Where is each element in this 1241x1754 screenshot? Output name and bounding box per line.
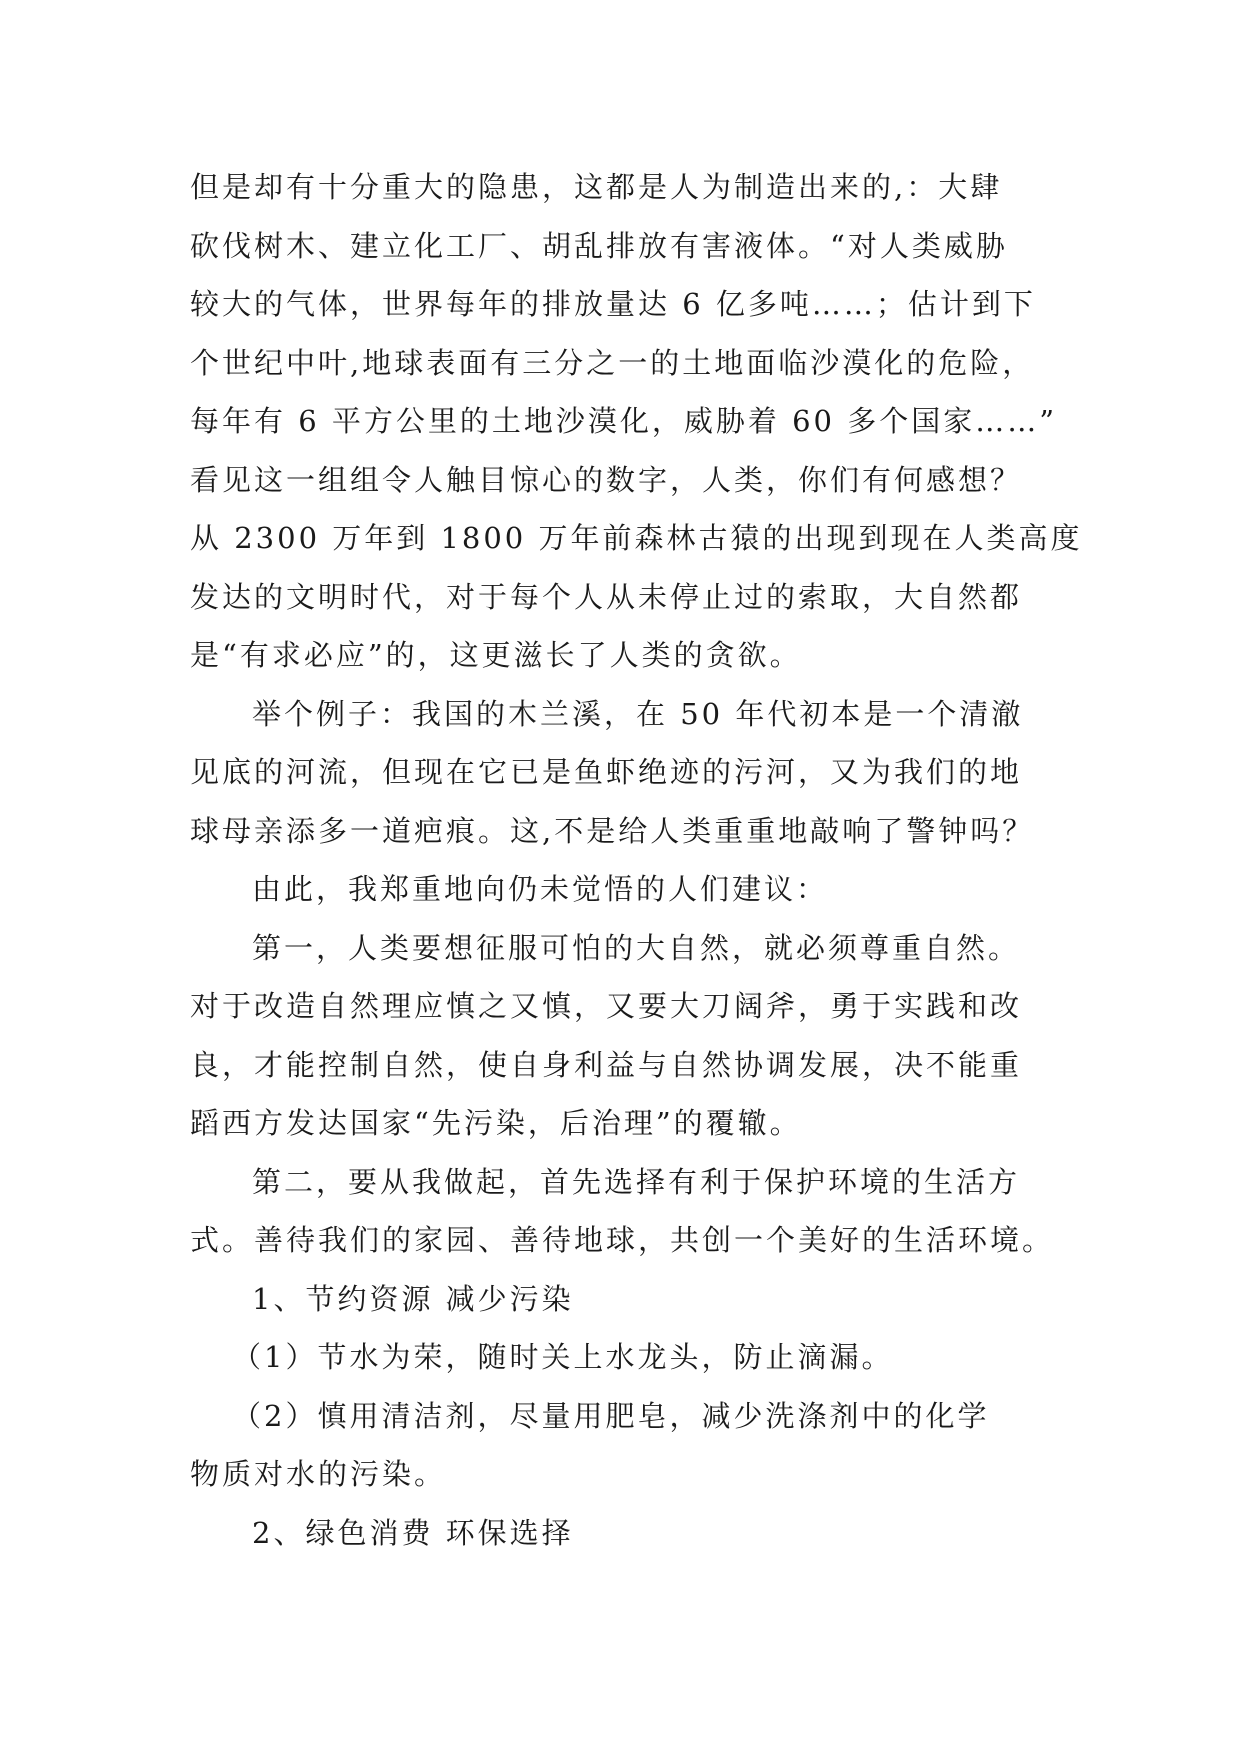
document-body: [190, 158, 1083, 1562]
paragraph-start-line: 举个例子：我国的木兰溪，在 50 年代初本是一个清澈: [252, 696, 1024, 731]
list-item: （1）节水为荣，随时关上水龙头，防止滴漏。: [232, 1340, 894, 1374]
list-heading: 1、节约资源 减少污染: [252, 1281, 574, 1316]
paragraph-start-line: 第一，人类要想征服可怕的大自然，就必须尊重自然。: [252, 930, 1021, 965]
text-line: 良，才能控制自然，使自身利益与自然协调发展，决不能重: [190, 1047, 1023, 1082]
text-line: 对于改造自然理应慎之又慎，又要大刀阔斧，勇于实践和改: [190, 989, 1023, 1023]
text-line: 物质对水的污染。: [190, 1457, 447, 1491]
text-line: 球母亲添多一道疤痕。这,不是给人类重重地敲响了警钟吗？: [190, 813, 1035, 848]
text-line: 式。善待我们的家园、善待地球，共创一个美好的生活环境。: [190, 1223, 1055, 1257]
text-line: 较大的气体，世界每年的排放量达 6 亿多吨……；估计到下: [190, 287, 1036, 321]
text-line: 蹈西方发达国家“先污染，后治理”的覆辙。: [190, 1106, 802, 1140]
text-line: 每年有 6 平方公里的土地沙漠化，威胁着 60 多个国家……”: [190, 404, 1058, 438]
text-line: 但是却有十分重大的隐患，这都是人为制造出来的,：大肆: [190, 170, 1003, 204]
text-line: 是“有求必应”的，这更滋长了人类的贪欲。: [190, 638, 802, 672]
paragraph-start-line: 第二，要从我做起，首先选择有利于保护环境的生活方: [252, 1164, 1021, 1199]
list-item: （2）慎用清洁剂，尽量用肥皂，减少洗涤剂中的化学: [232, 1398, 990, 1433]
text-line: 发达的文明时代，对于每个人从未停止过的索取，大自然都: [190, 579, 1023, 614]
text-line: 个世纪中叶,地球表面有三分之一的土地面临沙漠化的危险，: [190, 345, 1035, 380]
list-heading: 2、绿色消费 环保选择: [252, 1515, 574, 1550]
text-line: 见底的河流，但现在它已是鱼虾绝迹的污河，又为我们的地: [190, 755, 1023, 789]
text-line: 砍伐树木、建立化工厂、胡乱排放有害液体。“对人类威胁: [190, 228, 1008, 263]
paragraph-start-line: 由此，我郑重地向仍未觉悟的人们建议：: [252, 872, 829, 906]
text-line: 看见这一组组令人触目惊心的数字，人类，你们有何感想？: [190, 462, 1023, 497]
text-line: 从 2300 万年到 1800 万年前森林古猿的出现到现在人类高度: [190, 521, 1083, 555]
